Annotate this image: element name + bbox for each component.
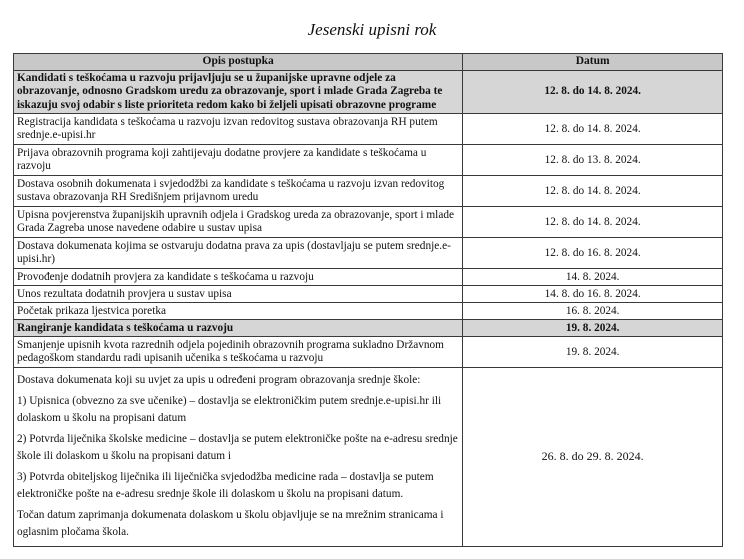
row-date: 16. 8. 2024. [463, 303, 723, 320]
row-date: 12. 8. do 14. 8. 2024. [463, 71, 723, 114]
row-date: 12. 8. do 13. 8. 2024. [463, 145, 723, 176]
table-row [14, 286, 723, 303]
document-requirements-intro: Dostava dokumenata koji su uvjet za upis u određeni program obrazovanja srednje škole: [17, 374, 421, 387]
row-description: Dostava osobnih dokumenata i svjedodžbi za kandidate s teškoćama u razvoju izvan redovitog sustava obrazovanja RH Središnjem prijavnom uredu [14, 176, 463, 207]
requirement-school-doctor-certificate: 2) Potvrda liječnika školske medicine – dostavlja se putem elektroničke pošte na e-adresu srednje škole ili dolaskom u školu na propisani datum i [17, 432, 458, 463]
document-receipt-note: Točan datum zaprimanja dokumenata dolaskom u školu objavljuje se na mrežnim stranicama i oglasnim pločama škola. [17, 508, 444, 539]
table-row [14, 368, 723, 547]
row-description [14, 368, 463, 547]
row-description: Unos rezultata dodatnih provjera u sustav upisa [14, 286, 463, 303]
column-header-date: Datum [463, 54, 723, 71]
table-row [14, 337, 723, 368]
row-date: 19. 8. 2024. [463, 320, 723, 337]
row-date: 12. 8. do 14. 8. 2024. [463, 114, 723, 145]
row-date: 26. 8. do 29. 8. 2024. [463, 368, 723, 547]
row-description: Registracija kandidata s teškoćama u razvoju izvan redovitog sustava obrazovanja RH putem srednje.e-upisi.hr [14, 114, 463, 145]
table-row [14, 238, 723, 269]
row-date: 12. 8. do 14. 8. 2024. [463, 207, 723, 238]
row-date: 12. 8. do 16. 8. 2024. [463, 238, 723, 269]
row-date: 19. 8. 2024. [463, 337, 723, 368]
table-row [14, 269, 723, 286]
table-row [14, 114, 723, 145]
row-description: Dostava dokumenata kojima se ostvaruju dodatna prava za upis (dostavljaju se putem srednje.e-upisi.hr) [14, 238, 463, 269]
page-title: Jesenski upisni rok [307, 20, 437, 39]
row-date: 14. 8. do 16. 8. 2024. [463, 286, 723, 303]
column-header-description: Opis postupka [14, 54, 463, 71]
row-description: Smanjenje upisnih kvota razrednih odjela pojedinih obrazovnih programa sukladno Državnom pedagoškom standardu radi upisanih učenika s teškoćama u razvoju [14, 337, 463, 368]
row-date: 12. 8. do 14. 8. 2024. [463, 176, 723, 207]
requirement-enrollment-form: 1) Upisnica (obvezno za sve učenike) – dostavlja se elektroničkim putem srednje.e-upisi.hr ili dolaskom u školu na propisani datum [17, 394, 442, 425]
table-row [14, 320, 723, 337]
row-description: Rangiranje kandidata s teškoćama u razvoju [14, 320, 463, 337]
row-description: Početak prikaza ljestvica poretka [14, 303, 463, 320]
requirement-family-doctor-certificate: 3) Potvrda obiteljskog liječnika ili liječnička svjedodžba medicine rada – dostavlja se putem elektroničke pošte na e-adresu srednje škole ili dolaskom u školu na propisani datum. [17, 470, 434, 501]
row-date: 14. 8. 2024. [463, 269, 723, 286]
table-header-row [14, 54, 723, 71]
table-row [14, 176, 723, 207]
row-description: Upisna povjerenstva županijskih upravnih odjela i Gradskog ureda za obrazovanje, sport i mlade Grada Zagreba unose navedene odabire u sustav upisa [14, 207, 463, 238]
table-row [14, 145, 723, 176]
schedule-table [13, 53, 723, 547]
table-row [14, 71, 723, 114]
row-description: Prijava obrazovnih programa koji zahtijevaju dodatne provjere za kandidate s teškoćama u razvoju [14, 145, 463, 176]
row-description: Provođenje dodatnih provjera za kandidate s teškoćama u razvoju [14, 269, 463, 286]
table-row [14, 303, 723, 320]
row-description: Kandidati s teškoćama u razvoju prijavljuju se u županijske upravne odjele za obrazovanje, odnosno Gradskom uredu za obrazovanje, sport i mlade Grada Zagreba te iskazuju svoj odabir s liste prioriteta redom kako bi željeli upisati obrazovne programe [14, 71, 463, 114]
table-row [14, 207, 723, 238]
